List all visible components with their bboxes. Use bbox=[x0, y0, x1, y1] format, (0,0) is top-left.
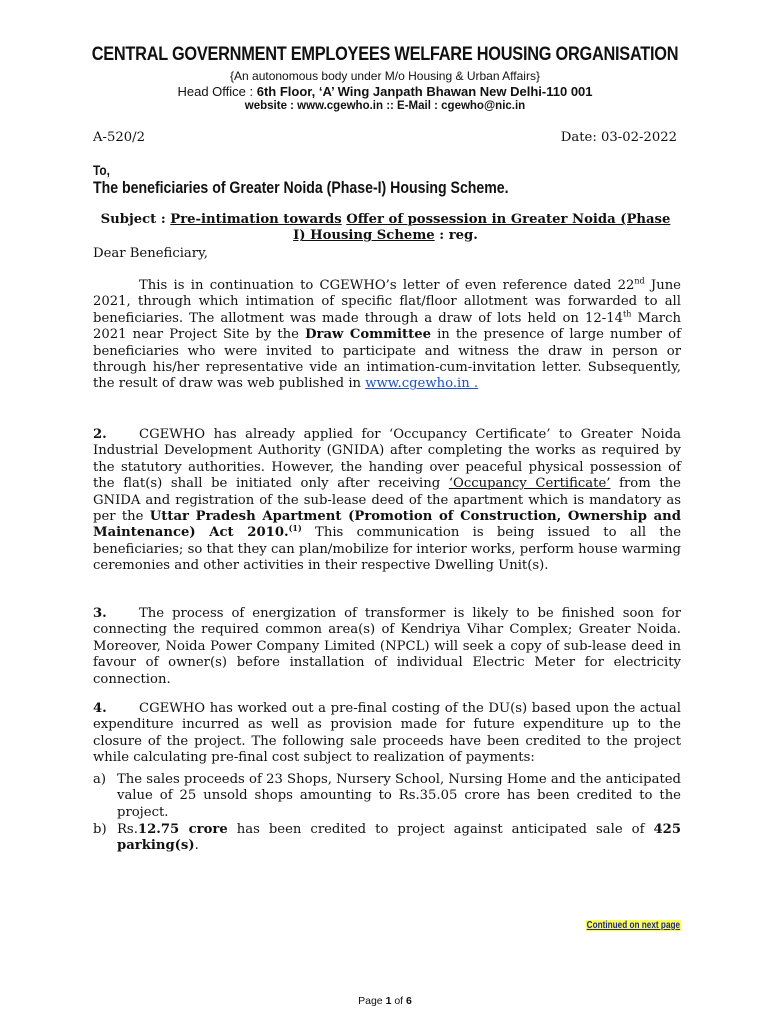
page-footer bbox=[0, 995, 770, 1007]
page-number: 1 bbox=[385, 995, 392, 1007]
head-office-address bbox=[0, 84, 770, 99]
p1-sup-2: th bbox=[622, 309, 632, 319]
continued-note: Continued on next page bbox=[586, 920, 681, 931]
paragraph-2 bbox=[93, 427, 681, 575]
list-item-b bbox=[93, 822, 681, 855]
list-item-a bbox=[93, 772, 681, 821]
p3-text: The process of energization of transformer is likely to be finished soon for connecting the required common area(s) of Kendriya Vihar Complex; Greater Noida. Moreover, Noida Power Company Limited (NPCL) will seek a copy of sub-lease deed in favour of owner(s) before installation of individual Electric Meter for electricity connection. bbox=[93, 606, 681, 687]
addressee: The beneficiaries of Greater Noida (Phase-I) Housing Scheme. bbox=[93, 178, 509, 197]
p4-number: 4. bbox=[93, 701, 107, 716]
p2-footnote-ref: (1) bbox=[288, 523, 302, 534]
organisation-name: CENTRAL GOVERNMENT EMPLOYEES WELFARE HOUSING ORGANISATION bbox=[91, 44, 679, 65]
p2-text-3: This communication is being issued to all the beneficiaries; so that they can plan/mobilize for interior works, perform house warming ceremonies and other activities in their respective Dwelling Unit(s). bbox=[93, 525, 681, 574]
p1-text-4: in the presence of large number of beneficiaries who were invited to participate and witness the draw in person or through his/her representative vide an intimation-cum-invitation letter. Subsequently, the result of draw was web published in bbox=[93, 327, 681, 392]
list-b-text-1: Rs. bbox=[117, 822, 138, 837]
p2-text-2: from the GNIDA and registration of the sub-lease deed of the apartment which is mandatory as per the bbox=[93, 476, 681, 525]
website-email-line: website : www.cgewho.in :: E-Mail : cgewho@nic.in bbox=[244, 100, 526, 112]
list-b-text-2: has been credited to project against anticipated sale of bbox=[227, 822, 654, 837]
letter-date: Date: 03-02-2022 bbox=[560, 130, 677, 145]
draw-committee: Draw Committee bbox=[305, 327, 431, 343]
subject-line bbox=[93, 212, 678, 245]
subject-part1: Pre-intimation towards bbox=[170, 212, 342, 227]
subject-suffix: : reg. bbox=[434, 228, 478, 244]
paragraph-4 bbox=[93, 701, 681, 767]
p1-text-3: March 2021 near Project Site by the bbox=[93, 310, 681, 343]
p4-text: CGEWHO has worked out a pre-final costing of the DU(s) based upon the actual expenditure incurred as well as provision made for future expenditure up to the closure of the project. The following sale proceeds have been credited to the project while calculating pre-final cost subject to realization of payments: bbox=[93, 701, 681, 766]
list-marker-a: a) bbox=[93, 772, 107, 787]
page-label: Page bbox=[358, 995, 386, 1007]
head-office-value: 6th Floor, ‘A’ Wing Janpath Bhawan New Delhi-110 001 bbox=[256, 84, 593, 99]
list-item bbox=[93, 822, 681, 855]
page-total: 6 bbox=[406, 995, 412, 1007]
head-office-label: Head Office : bbox=[177, 84, 257, 99]
page-of-label: of bbox=[391, 995, 407, 1007]
p2-text-1: CGEWHO has already applied for ‘Occupancy Certificate’ to Greater Noida Industrial Development Authority (GNIDA) after completing the works as required by the statutory authorities. However, the handing over peaceful physical possession of the flat(s) shall be initiated only after receiving bbox=[93, 427, 681, 492]
reference-number: A-520/2 bbox=[93, 130, 145, 145]
paragraph-1 bbox=[93, 278, 681, 393]
salutation: Dear Beneficiary, bbox=[93, 246, 208, 261]
parking-count: 425 parking(s) bbox=[117, 822, 682, 854]
p1-sup-1: nd bbox=[634, 276, 645, 286]
to-line: To, bbox=[93, 162, 110, 178]
organisation-subtitle: {An autonomous body under M/o Housing & Urban Affairs} bbox=[230, 69, 540, 83]
paragraph-3 bbox=[93, 606, 681, 688]
p1-text-1: This is in continuation to CGEWHO’s letter of even reference dated 22 bbox=[139, 278, 635, 293]
list-marker-b: b) bbox=[93, 822, 107, 837]
up-apartment-act: Uttar Pradesh Apartment (Promotion of Construction, Ownership and Maintenance) Act 2010. bbox=[93, 509, 681, 541]
list-text-a: The sales proceeds of 23 Shops, Nursery School, Nursing Home and the anticipated value of 25 unsold shops amounting to Rs.35.05 crore has been credited to the project. bbox=[117, 772, 681, 820]
website-link[interactable]: www.cgewho.in . bbox=[365, 376, 479, 392]
list-item bbox=[93, 772, 681, 821]
subject-label: Subject : bbox=[100, 212, 171, 227]
occupancy-certificate: ‘Occupancy Certificate’ bbox=[448, 476, 611, 492]
p1-text-2: June 2021, through which intimation of specific flat/floor allotment was forwarded to all beneficiaries. The allotment was made through a draw of lots held on 12-14 bbox=[93, 278, 681, 326]
parking-amount: 12.75 crore bbox=[137, 822, 228, 837]
p3-number: 3. bbox=[93, 606, 107, 621]
p2-number: 2. bbox=[93, 427, 107, 442]
subject-part2: Offer of possession in Greater Noida (Phase I) Housing Scheme bbox=[293, 212, 671, 244]
list-b-text-3: . bbox=[194, 838, 199, 854]
